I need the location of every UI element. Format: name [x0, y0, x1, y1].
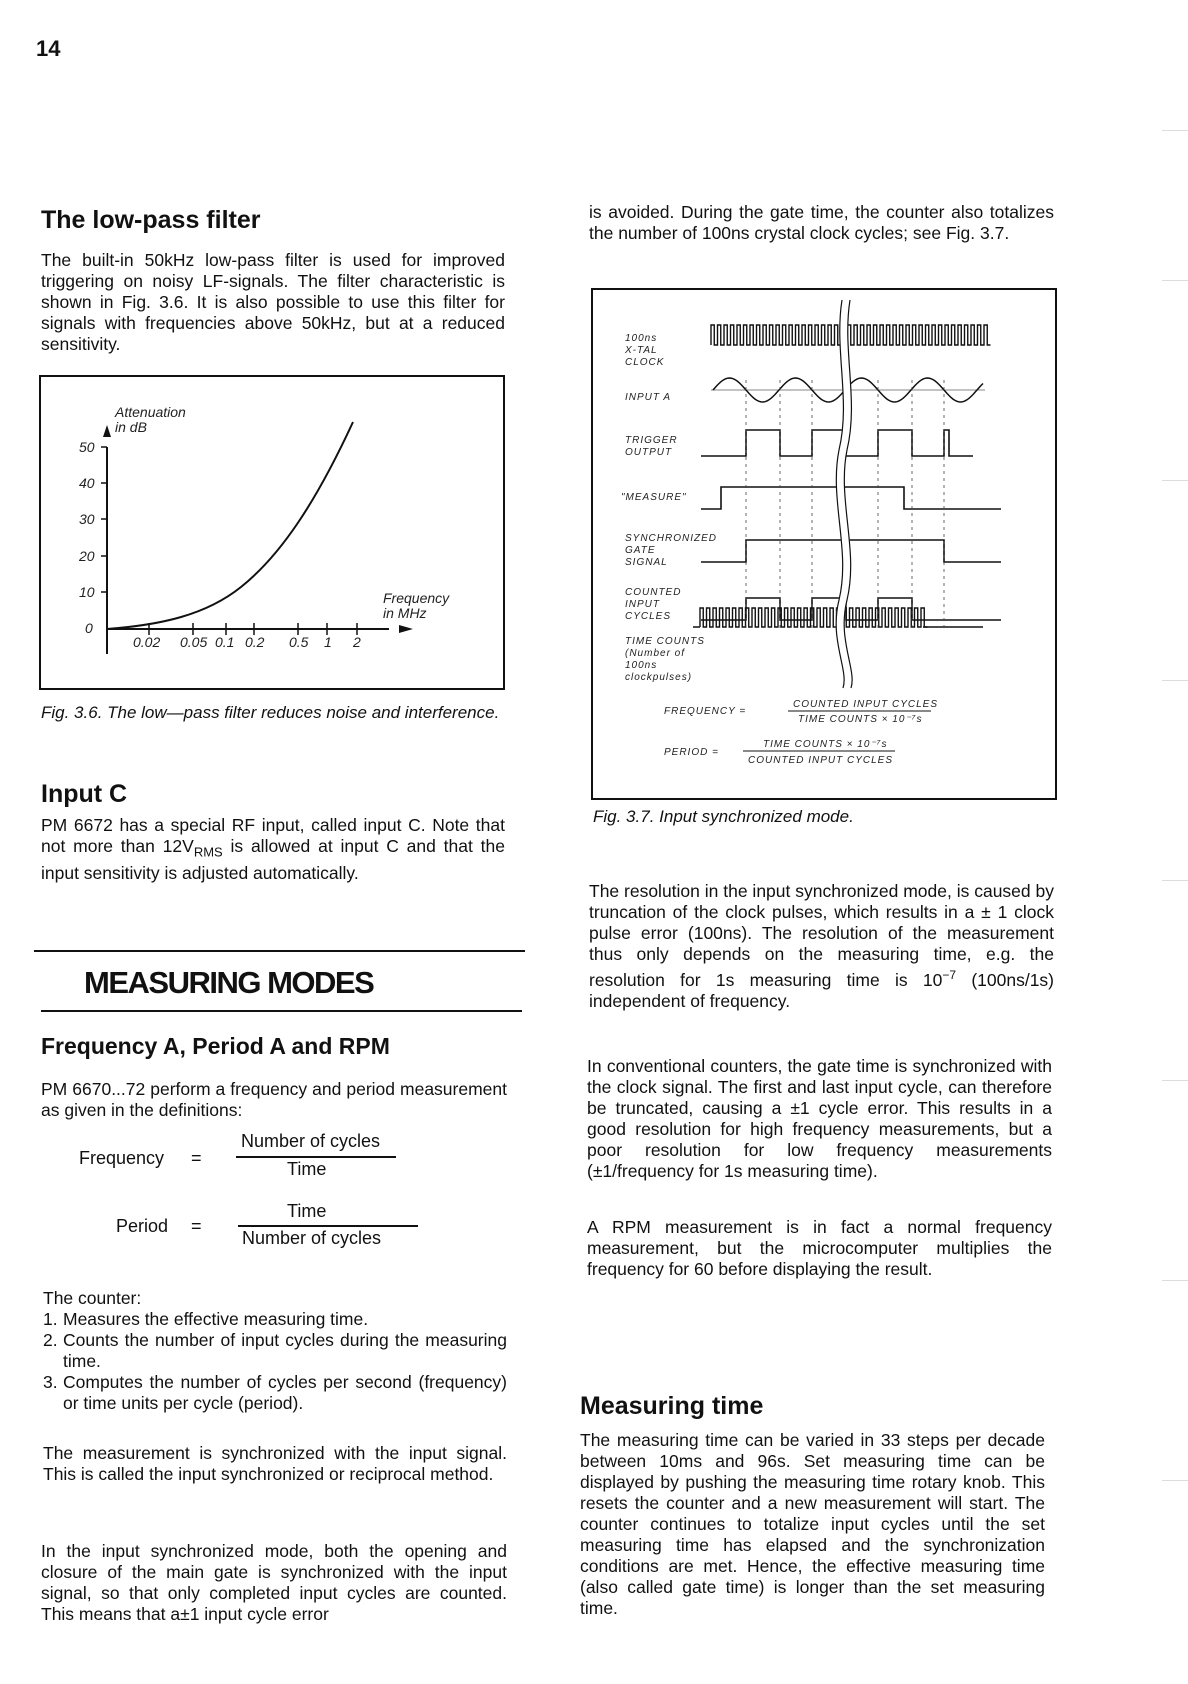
- fig36-caption: Fig. 3.6. The low—pass filter reduces noise and interference.: [41, 703, 500, 722]
- timing-diagram: [593, 290, 1055, 798]
- measure-label: "MEASURE": [621, 492, 687, 503]
- gate-label-2: GATE: [625, 545, 656, 556]
- y-axis-label-1: Attenuation: [115, 404, 186, 420]
- frequency-equals: =: [191, 1148, 202, 1168]
- period-denominator: Number of cycles: [242, 1228, 382, 1248]
- frequency-label: Frequency: [79, 1148, 165, 1168]
- xtick-0.05: 0.05: [180, 634, 208, 650]
- timecounts-label-1: TIME COUNTS: [625, 636, 705, 647]
- timecounts-label-2: (Number of: [625, 648, 686, 659]
- xtick-2: 2: [353, 634, 361, 650]
- section-rule-top: [34, 950, 525, 952]
- ytick-40: 40: [79, 475, 95, 491]
- step-3: [43, 1372, 507, 1414]
- measuring-time-body: The measuring time can be varied in 33 steps per decade between 10ms and 96s. Set measuring time can be displayed by pushing the measuring time rotary knob. This resets the counter and a new measurement will start. The counter continues to totalize input cycles until the set measuring time has elapsed and the synchronization conditions are met. Hence, the effective measuring time (also called gate time) is longer than the set measuring time.: [580, 1430, 1045, 1618]
- timecounts-label-3: 100ns: [625, 660, 658, 671]
- counted-label-3: CYCLES: [625, 611, 672, 622]
- sync-text: The measurement is synchronized with the input signal. This is called the input synchronized or reciprocal method.: [43, 1443, 507, 1484]
- measuring-modes-title: MEASURING MODES: [84, 965, 374, 1000]
- measuring-time-heading: Measuring time: [580, 1392, 764, 1420]
- step-2-text: Counts the number of input cycles during the measuring time.: [63, 1330, 507, 1371]
- gate-text: In the input synchronized mode, both the opening and closure of the main gate is synchronized with the input signal, so that only completed input cycles are counted. This means that a±1 input cycle error: [41, 1541, 507, 1624]
- input-c-heading: Input C: [41, 780, 128, 808]
- input-c-text-2: is allowed at input C and that the input sensitivity is adjusted automatically.: [41, 836, 506, 883]
- conventional-text: In conventional counters, the gate time is synchronized with the clock signal. The first and last input cycle, can therefore be truncated, causing a ±1 cycle error. This results in a good resolution for high frequency measurements, but a poor resolution for low frequency measurements (±1/frequency for 1s measuring time).: [587, 1056, 1052, 1181]
- resolution-text-a: The resolution in the input synchronized mode, is caused by truncation of the clock pulses, which results in a ± 1 clock pulse error (100ns). The resolution of the measurement thus only depends on the measuring time, e.g. the resolution for 1s measuring time is 10: [589, 881, 1054, 990]
- lowpass-heading: The low-pass filter: [41, 206, 261, 234]
- input-c-sub: RMS: [193, 844, 223, 860]
- step-3-text: Computes the number of cycles per second (frequency) or time units per cycle (period).: [63, 1372, 507, 1413]
- ytick-0: 0: [85, 620, 93, 636]
- resolution-text: [589, 881, 1054, 1012]
- clock-label: [624, 333, 665, 368]
- edge-mark: [1162, 1080, 1188, 1081]
- xtick-0.02: 0.02: [133, 634, 161, 650]
- clock-trace: [711, 325, 991, 345]
- freq-formula-num: COUNTED INPUT CYCLES: [793, 699, 939, 710]
- edge-mark: [1162, 480, 1188, 481]
- ytick-30: 30: [79, 511, 95, 527]
- xtick-0.5: 0.5: [289, 634, 309, 650]
- clock-label-2: X-TAL: [625, 345, 658, 356]
- timecounts-label-4: clockpulses): [625, 672, 693, 683]
- page-number: 14: [36, 36, 61, 61]
- clock-label-3: CLOCK: [625, 357, 665, 368]
- section-rule-bottom: [41, 1010, 522, 1012]
- xtick-1: 1: [324, 634, 332, 650]
- trigger-label-1: TRIGGER: [625, 435, 678, 446]
- ytick-20: 20: [79, 548, 95, 564]
- edge-mark: [1162, 130, 1188, 131]
- freq-formula-den: TIME COUNTS × 10⁻⁷s: [798, 714, 923, 725]
- lowpass-chart: [41, 377, 503, 688]
- counter-steps: [43, 1309, 507, 1414]
- continuation-text: is avoided. During the gate time, the counter also totalizes the number of 100ns crystal clock cycles; see Fig. 3.7.: [589, 202, 1054, 243]
- x-axis-label-1: Frequency: [383, 590, 450, 606]
- counter-intro: The counter:: [43, 1288, 142, 1308]
- step-2: [43, 1330, 507, 1372]
- period-numerator: Time: [287, 1201, 327, 1221]
- x-axis-label-2: in MHz: [383, 605, 427, 621]
- lowpass-body: The built-in 50kHz low-pass filter is used for improved triggering on noisy LF-signals. The filter characteristic is shown in Fig. 3.6. It is also possible to use this filter for signals with frequencies above 50kHz, but at a reduced sensitivity.: [41, 250, 505, 354]
- freq-formula-label: FREQUENCY =: [664, 706, 747, 717]
- edge-mark: [1162, 1480, 1188, 1481]
- gate-label-1: SYNCHRONIZED: [625, 533, 718, 544]
- input-c-body: [41, 815, 505, 884]
- step-1-text: Measures the effective measuring time.: [63, 1309, 369, 1329]
- step-1-number: 1.: [43, 1309, 58, 1329]
- xtick-0.2: 0.2: [245, 634, 265, 650]
- measure-trace: [701, 487, 1001, 509]
- y-axis-label-2: in dB: [115, 419, 147, 435]
- fig36-frame: [39, 375, 505, 690]
- period-formula-den: COUNTED INPUT CYCLES: [748, 755, 894, 766]
- gate-label-3: SIGNAL: [625, 557, 668, 568]
- edge-mark: [1162, 280, 1188, 281]
- attenuation-curve: [107, 422, 353, 629]
- freq-period-heading: Frequency A, Period A and RPM: [41, 1033, 390, 1059]
- counted-label-1: COUNTED: [625, 587, 682, 598]
- edge-mark: [1162, 1280, 1188, 1281]
- period-equals: =: [191, 1216, 202, 1236]
- y-axis-arrow: [103, 425, 111, 437]
- counted-label-2: INPUT: [625, 599, 660, 610]
- step-2-number: 2.: [43, 1330, 58, 1350]
- frequency-numerator: Number of cycles: [241, 1131, 381, 1151]
- period-label: Period: [116, 1216, 169, 1236]
- xtick-0.1: 0.1: [215, 634, 235, 650]
- resolution-sup: −7: [942, 968, 957, 982]
- fig37-frame: [591, 288, 1057, 800]
- step-1: [43, 1309, 507, 1330]
- timecount-trace: [700, 608, 928, 627]
- measuring-intro: PM 6670...72 perform a frequency and period measurement as given in the definitions:: [41, 1079, 507, 1120]
- frequency-denominator: Time: [287, 1159, 327, 1179]
- rpm-text: A RPM measurement is in fact a normal frequency measurement, but the microcomputer multiplies the frequency for 60 before displaying the result.: [587, 1217, 1052, 1279]
- ytick-10: 10: [79, 584, 95, 600]
- period-fraction-bar: [238, 1225, 418, 1227]
- fig37-caption: Fig. 3.7. Input synchronized mode.: [593, 807, 854, 826]
- step-3-number: 3.: [43, 1372, 58, 1392]
- clock-label-1: 100ns: [625, 333, 658, 344]
- input-a-label: INPUT A: [625, 392, 672, 403]
- trigger-output-trace: [701, 430, 973, 456]
- trigger-label-2: OUTPUT: [625, 447, 673, 458]
- resolution-text-b: (100ns/1s) independent of frequency.: [589, 969, 1055, 1011]
- x-axis-arrow: [399, 625, 413, 633]
- period-formula-label: PERIOD =: [664, 747, 719, 758]
- edge-mark: [1162, 880, 1188, 881]
- period-formula-num: TIME COUNTS × 10⁻⁷s: [763, 739, 888, 750]
- frequency-fraction-bar: [236, 1156, 396, 1158]
- edge-mark: [1162, 680, 1188, 681]
- ytick-50: 50: [79, 439, 95, 455]
- input-c-text-1: PM 6672 has a special RF input, called input C. Note that not more than 12V: [41, 815, 505, 856]
- counted-cycles-trace: [701, 598, 1001, 620]
